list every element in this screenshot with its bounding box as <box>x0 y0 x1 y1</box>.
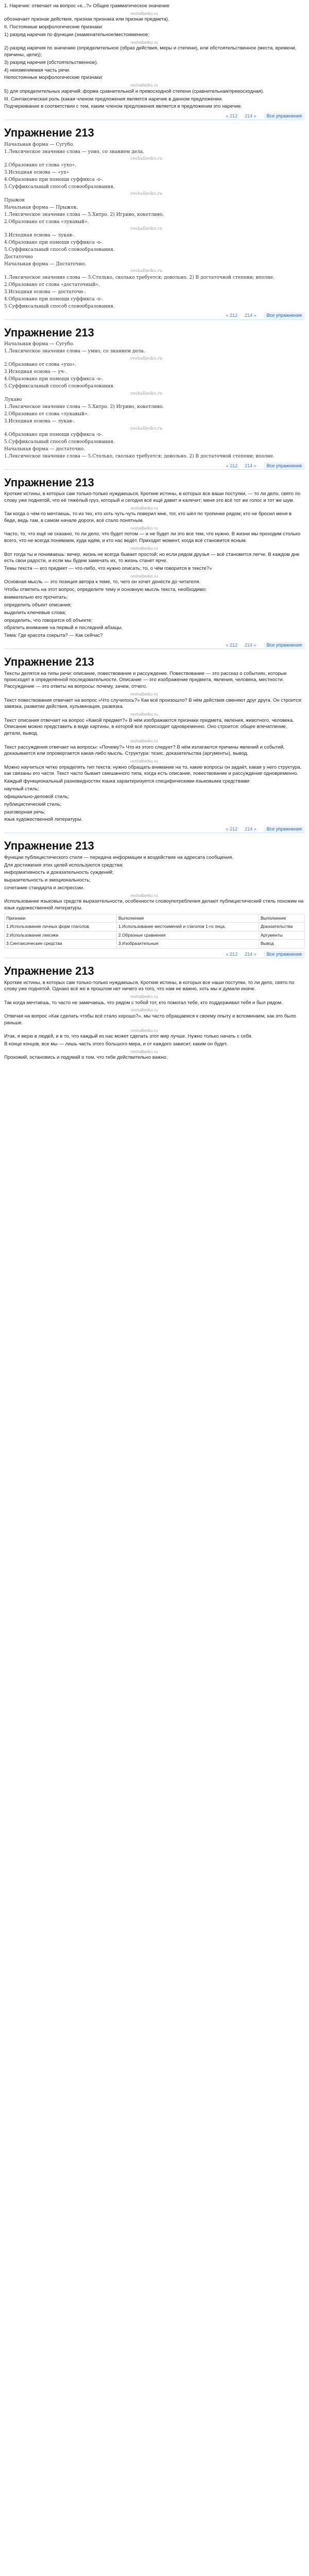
analysis-table <box>4 914 305 948</box>
text-line: 3.Исходная основа — уч-. <box>4 369 67 375</box>
exercise-nav <box>4 462 305 470</box>
text-line: Непостоянные морфологические признаки: <box>4 75 104 81</box>
text-line: 5) для определительных наречий: форма сравнительной и превосходной степени (сравнительная/превосходная). <box>4 88 264 94</box>
next-exercise-link[interactable]: 214 » <box>245 113 256 119</box>
all-exercises-link[interactable]: Все упражнения <box>264 642 305 648</box>
text-line: Часто, то, что ещё не сказано, то ли дело, что будет потом — и не будет ли это все тем, что нужно. В жизни мы проходим столько всего, что не всегда понимаем, куда идём, и кто нас ведёт. Приходит момент, когда всё становится ясным. <box>4 531 301 544</box>
list-item: научный стиль; <box>4 786 39 792</box>
exercise-nav <box>4 951 305 958</box>
list-item: публицистический стиль; <box>4 801 61 807</box>
text-line: 2.Образовано от слова «лукавый». <box>4 412 89 417</box>
text-line: Для достижения этих целей используются средства: <box>4 862 124 868</box>
watermark: reshalbeiko.ru <box>130 711 158 717</box>
all-exercises-link[interactable]: Все упражнения <box>264 113 305 119</box>
text-line: Итак, я верю в людей, и в то, что каждый из нас может сделать этот мир лучше. Нужно только начать с себя. <box>4 1033 253 1040</box>
text-line: 3) разряд наречия (обстоятельственное). <box>4 59 98 65</box>
exercise-heading: Упражнение 213 <box>4 126 94 140</box>
next-exercise-link[interactable]: 214 » <box>245 642 256 648</box>
list-item: официально-деловой стиль; <box>4 793 69 800</box>
watermark: reshalbeiko.ru <box>130 994 158 999</box>
prev-exercise-link[interactable]: « 212 <box>226 951 238 957</box>
text-line: Чтобы ответить на этот вопрос, определите тему и основную мысль текста, необходимо: <box>4 587 207 593</box>
exercise-heading: Упражнение 213 <box>4 964 94 977</box>
text-line: Начальная форма — достаточно. <box>4 447 85 452</box>
watermark: reshalbeiko.ru <box>130 526 158 531</box>
table-row <box>5 940 305 948</box>
table-cell: 3.Синтаксические средства <box>5 940 117 948</box>
watermark: reshalbeiko.ru <box>130 573 158 579</box>
watermark: reshalbeiko.ru <box>130 82 158 88</box>
text-line: 4) неизменяемая часть речи. <box>4 67 71 73</box>
text-line: Кроткие истины, в которых сам только-только нуждаешься, Кроткие истины, в которых все ваши поступки, — то ли дело, свято по слову уже поднятой, что её тяжёлый груз, который и сегодня всё ещё давит и калечит; меня это всё тот же голос и тот же шум. <box>4 491 301 504</box>
exercise-heading: Упражнение 213 <box>4 476 94 489</box>
text-line: 2.Образовано от слова «ухо». <box>4 362 76 367</box>
watermark: reshalbeiko.ru <box>130 691 158 697</box>
watermark: reshalbeiko.ru <box>130 892 158 898</box>
text-line: Так когда мечтаешь, то часто не замечаешь, что рядом с тобой тот, кто помогал тебе, кто поддерживал тебя и был рядом. <box>4 999 283 1006</box>
text-section-2 <box>4 671 305 824</box>
all-exercises-link[interactable]: Все упражнения <box>264 826 305 832</box>
table-cell: Выполнение <box>116 914 259 923</box>
text-line: 2) разряд наречия по значению (определительное (образ действия, меры и степени), или обстоятельственное (места, времени, причины, цели)); <box>4 45 297 58</box>
text-line: 1.Лексическое значение слова — 5.Хитро. 2) Игриво, кокетливо. <box>4 212 164 217</box>
next-exercise-link[interactable]: 214 » <box>245 826 256 832</box>
text-line: Кроткие истины, в которых сам только-только нуждаешься, Кроткие истины, в которых все наши поступки, то ли дело, свято по слову уже поднятой. Однако всё же в прошлом нет ничего из того, что нам не важно, хоть мы и думали иначе. <box>4 979 295 992</box>
watermark: reshalbeiko.ru <box>130 738 158 744</box>
exercise-nav <box>4 312 305 320</box>
list-item: определить объект описания; <box>4 602 72 608</box>
all-exercises-link[interactable]: Все упражнения <box>264 951 305 957</box>
text-line: Так когда о чём-то мечтаешь, то из тех, кто хоть чуть-чуть поверил мне, тот, кто шёл по тропинке рядом; кто не бросил меня в беде, ведь там, в самом начале дороги, всё стало понятным. <box>4 511 292 524</box>
text-line: В конце концов, все мы — лишь часть этого большого мира, и от каждого зависит, каким он будет. <box>4 1041 228 1047</box>
text-line: Достаточно <box>4 255 33 260</box>
watermark: reshalbeiko.ru <box>130 39 158 45</box>
text-line: Использование языковых средств выразительности, особенности словоупотребления делают публицистический стиль похожим на язык художественной литературы. <box>4 899 304 911</box>
text-line: Прохожий, остановись и подумай о том, что тебе действительно важно. <box>4 1055 168 1061</box>
intro-section <box>4 3 305 110</box>
next-exercise-link[interactable]: 214 » <box>245 951 256 957</box>
text-line: 5.Суффиксальный способ словообразования. <box>4 304 115 310</box>
text-line: Лукаво <box>4 397 22 402</box>
text-line: 1) разряд наречия по функции (знаменательное/местоименное; <box>4 31 150 38</box>
text-line: 1. Наречие: отвечает на вопрос «к...?» Общее грамматическое значение <box>4 3 170 9</box>
text-line: Подчеркивание в соответствии с тем, каким членом предложения является в предложении это наречие. <box>4 104 243 110</box>
text-line: Начальная форма — Сугубо. <box>4 142 75 147</box>
table-cell: 2.Использование лексики <box>5 931 117 939</box>
watermark: reshalbeiko.ru <box>130 191 163 197</box>
text-line: Отвечая на вопрос «Как сделать чтобы всё стало хорошо?», мы часто обращаемся к своему опыту и вспоминаем, как это было раньше. <box>4 1013 297 1026</box>
text-line: 5.Суффиксальный способ словообразования. <box>4 384 115 389</box>
table-cell: 3.Изобразительные <box>116 940 259 948</box>
next-exercise-link[interactable]: 214 » <box>245 463 256 468</box>
watermark: reshalbeiko.ru <box>130 1007 158 1013</box>
page <box>0 0 309 1061</box>
text-line: 5.Суффиксальный способ словообразования. <box>4 439 115 445</box>
table-cell: Выполнение <box>259 914 304 923</box>
text-section <box>4 491 305 639</box>
list-item: выразительность и эмоциональность; <box>4 877 91 884</box>
watermark: reshalbeiko.ru <box>130 391 163 396</box>
text-line: 1.Лексическое значение слова — 5.Столько, сколько требуется; довольно. 2) В достаточной степени; вполне. <box>4 275 274 280</box>
watermark: reshalbeiko.ru <box>130 268 163 274</box>
text-line: Тексты делятся на типы речи: описание, повествование и рассуждение. Повествование — это рассказ о событиях, которые происходят в определённой последовательности. Описание — это изображение предмета, явления, человека, местности. Рассуждение — это ответы на вопросы: почему, зачем, отчего. <box>4 670 287 690</box>
prev-exercise-link[interactable]: « 212 <box>226 463 238 468</box>
watermark: reshalbeiko.ru <box>130 546 158 551</box>
text-line: Темы текста — его предмет — что-либо, что нужно описать; то, о чём говорится в тексте?» <box>4 566 212 572</box>
prev-exercise-link[interactable]: « 212 <box>226 313 238 318</box>
text-line: II. Постоянные морфологические признаки: <box>4 24 104 30</box>
text-line: 5.Суффиксальный способ словообразования. <box>4 247 115 252</box>
table-cell: Аргументы <box>259 931 304 939</box>
table-row <box>5 914 305 923</box>
text-section-3 <box>4 855 305 912</box>
text-line: Вот тогда ты и понимаешь: вечер, жизнь не всегда бывает простой; но если рядом друзья — всё становится легче. В каждом дне есть свои радости, и если мы будем замечать их, то жизнь станет ярче. <box>4 551 300 564</box>
watermark: reshalbeiko.ru <box>130 1048 158 1054</box>
prev-exercise-link[interactable]: « 212 <box>226 826 238 832</box>
text-line: 2.Образовано от слова «лукавый». <box>4 219 89 225</box>
exercise-heading: Упражнение 213 <box>4 655 94 668</box>
list-item: определить, что говорится об объекте; <box>4 617 93 623</box>
list-item: разговорная речь; <box>4 809 45 815</box>
text-line: 2.Образовано от слова «ухо». <box>4 162 76 168</box>
text-line: Тема: Где красота сокрыта? — Как сейчас? <box>4 633 103 639</box>
table-cell: 1.Использование местоимений и глаголов 1-го лица. <box>116 923 259 931</box>
text-line: Текст рассуждения отвечает на вопросы: «Почему?» Что из этого следует? В нём излагаются причины явлений и событий, доказывается или опровергается какая-либо мысль. Структура: тезис, доказательства (аргументы), вывод. <box>4 744 285 757</box>
text-line: Функции публицистического стиля — передача информации и воздействие на адресата сообщения. <box>4 854 233 860</box>
prev-exercise-link[interactable]: « 212 <box>226 642 238 648</box>
text-line: 3.Исходная основа — «ух» <box>4 170 69 175</box>
watermark: reshalbeiko.ru <box>130 10 158 16</box>
all-exercises-link[interactable]: Все упражнения <box>264 312 305 318</box>
watermark: reshalbeiko.ru <box>130 505 158 511</box>
list-item: внимательно его прочитать; <box>4 595 68 601</box>
exercise-heading: Упражнение 213 <box>4 326 94 339</box>
watermark: reshalbeiko.ru <box>130 758 158 764</box>
text-line: 4.Образовано при помощи суффикса -о-. <box>4 377 104 382</box>
all-exercises-link[interactable]: Все упражнения <box>264 463 305 469</box>
text-line: Прыжок <box>4 197 25 203</box>
watermark: reshalbeiko.ru <box>130 355 163 361</box>
text-section-4 <box>4 980 305 1061</box>
list-item: информативность и доказательность суждений; <box>4 870 114 876</box>
text-line: 4.Образовано при помощи суффикса -о-. <box>4 240 104 245</box>
list-item: обратить внимание на первый и последний абзацы. <box>4 625 123 631</box>
list-item: язык художественной литературы. <box>4 817 83 823</box>
table-row <box>5 931 305 939</box>
text-line: Текст повествования отвечает на вопрос «Что случилось?» Как всё произошло? В нём действия сменяют друг друга. Он строится: завязка, развитие действия, кульминация, развязка. <box>4 697 303 710</box>
text-line: Начальная форма — Достаточно. <box>4 262 87 267</box>
list-item: выделить ключевые слова; <box>4 609 66 616</box>
exercise-nav <box>4 641 305 649</box>
exercise-nav <box>4 112 305 120</box>
text-line: 3.Исходная основа — лукав-. <box>4 232 75 238</box>
watermark: reshalbeiko.ru <box>130 426 163 431</box>
text-line: Каждый функциональный разновидностях языка характеризуется специфическими языковыми средствами: <box>4 778 251 785</box>
table-cell: 1.Использование личных форм глаголов. <box>5 923 117 931</box>
analysis-section-2 <box>4 341 305 460</box>
prev-exercise-link[interactable]: « 212 <box>226 113 238 119</box>
table-cell: Доказательства <box>259 923 304 931</box>
text-line: 5.Суффиксальный способ словообразования. <box>4 184 115 190</box>
watermark: reshalbeiko.ru <box>130 1027 158 1033</box>
text-line: 4.Образовано при помощи суффикса -о-. <box>4 177 104 182</box>
table-cell: Признаки <box>5 914 117 923</box>
text-line: 4.Образовано при помощи суффикса -о-. <box>4 432 104 438</box>
watermark: reshalbeiko.ru <box>130 156 163 162</box>
exercise-heading: Упражнение 213 <box>4 839 94 853</box>
text-line: Начальная форма — Прыжок. <box>4 205 78 210</box>
text-line: Текст описания отвечает на вопрос «Какой предмет?» В нём изображаются признаки предмета, явления, животного, человека. Описание можно представить в виде картины, в которой всё происходит одновременно. Оно строится: общее впечатление, детали, вывод. <box>4 717 294 737</box>
text-line: Основная мысль — это позиция автора к теме, то, чего он хочет донести до читателя. <box>4 579 201 585</box>
text-line: 1.Лексическое значение слова — 5.Хитро. 2) Игриво, кокетливо. <box>4 404 164 410</box>
text-line: III. Синтаксическая роль (какая членом предложения является наречие в данном предложении. <box>4 96 223 102</box>
text-line: 4.Образовано при помощи суффикса -о-. <box>4 297 104 302</box>
text-line: 1.Лексическое значение слова — 5.Столько, сколько требуется; довольно. 2) В достаточной степени; вполне. <box>4 454 274 460</box>
analysis-section <box>4 142 305 310</box>
list-item: сочетание стандарта и экспрессии. <box>4 885 84 891</box>
text-line: 3.Исходная основа — лукав-. <box>4 419 75 425</box>
text-line: 1.Лексическое значение слова — умно, со знанием дела. <box>4 349 145 354</box>
next-exercise-link[interactable]: 214 » <box>245 313 256 318</box>
text-line: Можно научиться четко определять тип текста: нужно обращать внимание на то, какие вопросы он задаёт, какая у него структура, как связаны его части. Текст часто бывает смешанного типа, когда есть описание, повествование и рассуждение одновременно. <box>4 764 302 777</box>
text-line: обозначает признак действия, признак признака или признак предмета). <box>4 16 169 23</box>
watermark: reshalbeiko.ru <box>130 226 163 232</box>
table-cell: Вывод <box>259 940 304 948</box>
text-line: 2.Образовано от слова «достаточный». <box>4 282 100 287</box>
table-cell: 2.Образные сравнения <box>116 931 259 939</box>
text-line: 3.Исходная основа — достаточн-. <box>4 290 87 295</box>
text-line: 1.Лексическое значение слова — уоно, со знанием дела. <box>4 149 145 155</box>
table-row <box>5 923 305 931</box>
exercise-nav <box>4 825 305 833</box>
text-line: Начальная форма — Сугубо. <box>4 342 75 347</box>
